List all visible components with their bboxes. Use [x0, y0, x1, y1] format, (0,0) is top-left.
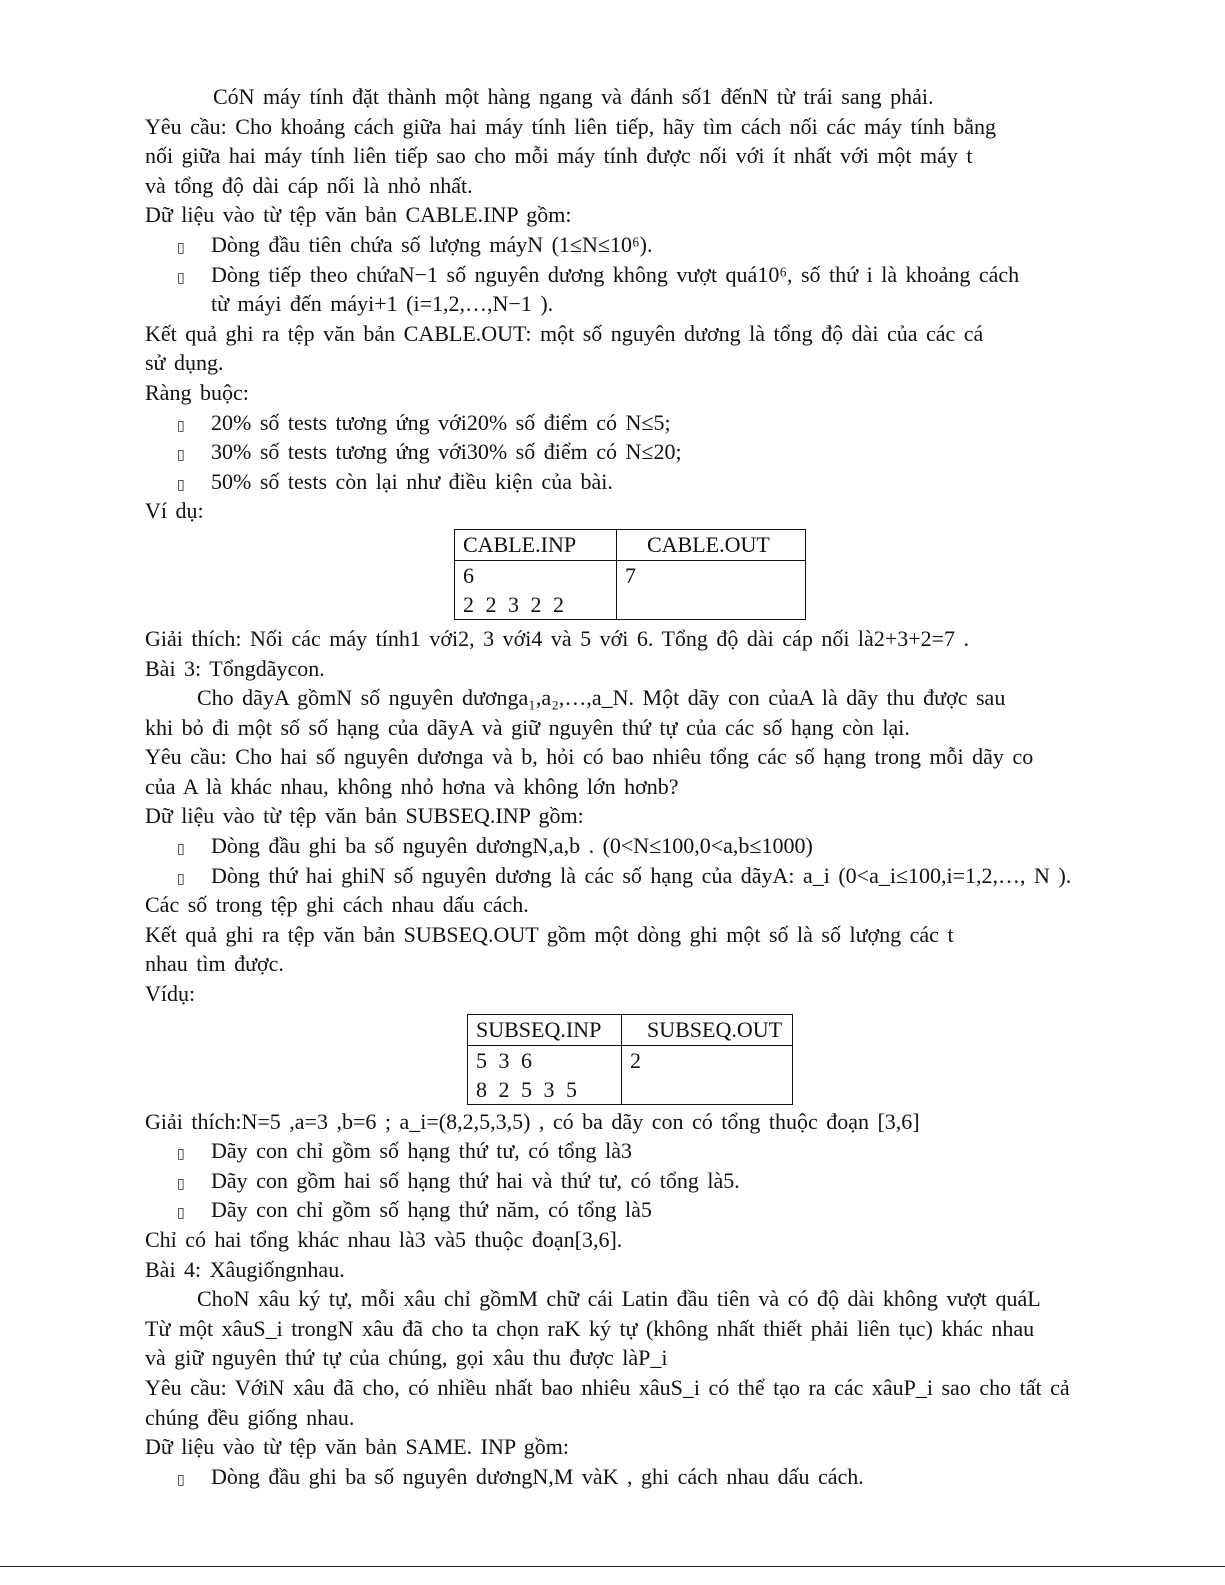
table-cell-output: [617, 560, 806, 619]
bullet-icon: ▯: [177, 841, 185, 858]
bullet-text: Dòng đầu ghi ba số nguyên dươngN,M vàK , ghi cách nhau dấu cách.: [211, 1463, 864, 1489]
bullet-icon: ▯: [177, 1175, 185, 1192]
example-heading: Ví dụ:: [145, 498, 204, 524]
page-bottom-rule: [0, 1566, 1225, 1567]
document-page: [145, 82, 1175, 1491]
bullet-icon: ▯: [177, 476, 185, 493]
bullet-icon: ▯: [177, 447, 185, 464]
bullet-continuation: từ máyi đến máyi+1 (i=1,2,…,N−1 ).: [211, 291, 554, 317]
problem-title: Bài 3: Tổngdãycon.: [145, 655, 325, 681]
bullet-text: 20% số tests tương ứng với20% số điểm có N≤5;: [211, 409, 671, 435]
problem-title: Bài 4: Xâugiốngnhau.: [145, 1256, 345, 1282]
bullet-item: [145, 1195, 1175, 1225]
cell-line: 2: [630, 1047, 641, 1073]
example-table-wrap: [145, 1009, 1175, 1107]
output-line: sử dụng.: [145, 350, 224, 376]
requirement-line: nối giữa hai máy tính liên tiếp sao cho mỗi máy tính được nối với ít nhất với một máy t: [145, 143, 973, 169]
paragraph-intro: CóN máy tính đặt thành một hàng ngang và đánh số1 đếnN từ trái sang phải.: [213, 84, 934, 109]
table-cell-input: [468, 1045, 622, 1104]
bullet-icon: ▯: [177, 1205, 185, 1222]
example-table-subseq: [467, 1014, 793, 1105]
explanation-line: Giải thích: Nối các máy tính1 với2, 3 với4 và 5 với 6. Tổng độ dài cáp nối là2+3+2=7 .: [145, 625, 970, 651]
paragraph-line: Các số trong tệp ghi cách nhau dấu cách.: [145, 892, 529, 918]
cell-line: 2 2 3 2 2: [463, 591, 564, 617]
output-line: Kết quả ghi ra tệp văn bản SUBSEQ.OUT gồm một dòng ghi một số là số lượng các t: [145, 921, 954, 947]
explanation-line: Giải thích:N=5 ,a=3 ,b=6 ; a_i=(8,2,5,3,5) , có ba dãy con có tổng thuộc đoạn [3,6]: [145, 1108, 920, 1134]
cell-line: 7: [625, 562, 636, 588]
table-cell-output: [622, 1045, 793, 1104]
bullet-icon: ▯: [177, 269, 185, 286]
requirement-line: Yêu cầu: Cho khoảng cách giữa hai máy tính liên tiếp, hãy tìm cách nối các máy tính bằng: [145, 113, 996, 139]
bullet-item: [145, 408, 1175, 438]
paragraph-line: và giữ nguyên thứ tự của chúng, gọi xâu thu được làP_i: [145, 1345, 668, 1371]
requirement-line: Yêu cầu: VớiN xâu đã cho, có nhiều nhất bao nhiêu xâuS_i có thể tạo ra các xâuP_i sao cho tất cả: [145, 1374, 1070, 1400]
table-cell-input: [455, 560, 617, 619]
requirement-line: chúng đều giống nhau.: [145, 1404, 355, 1430]
requirement-line: và tổng độ dài cáp nối là nhỏ nhất.: [145, 172, 473, 198]
requirement-line: của A là khác nhau, không nhỏ hơna và không lớn hơnb?: [145, 773, 679, 799]
output-line: nhau tìm được.: [145, 951, 284, 977]
paragraph-line: Từ một xâuS_i trongN xâu đã cho ta chọn raK ký tự (không nhất thiết phải liên tục) khác nhau: [145, 1315, 1035, 1341]
bullet-icon: ▯: [177, 870, 185, 887]
bullet-item: [145, 230, 1175, 260]
bullet-icon: ▯: [177, 239, 185, 256]
bullet-item: [145, 467, 1175, 497]
example-heading: Vídụ:: [145, 981, 196, 1007]
bullet-text: Dãy con chỉ gồm số hạng thứ tư, có tổng là3: [211, 1138, 633, 1164]
bullet-icon: ▯: [177, 1146, 185, 1163]
table-header: SUBSEQ.INP: [468, 1014, 622, 1045]
bullet-item: [145, 1462, 1175, 1492]
bullet-item: [145, 1166, 1175, 1196]
bullet-item: [145, 831, 1175, 861]
bullet-text: Dãy con chỉ gồm số hạng thứ năm, có tổng là5: [211, 1197, 652, 1223]
bullet-item: [145, 437, 1175, 467]
requirement-line: Yêu cầu: Cho hai số nguyên dươnga và b, hỏi có bao nhiêu tổng các số hạng trong mỗi dãy co: [145, 744, 1034, 770]
bullet-text: Dòng thứ hai ghiN số nguyên dương là các số hạng của dãyA: a_i (0<a_i≤100,i=1,2,…, N ).: [211, 862, 1072, 888]
bullet-text: 50% số tests còn lại như điều kiện của bài.: [211, 468, 613, 494]
constraints-heading: Ràng buộc:: [145, 379, 249, 405]
bullet-text: Dòng đầu ghi ba số nguyên dươngN,a,b . (0<N≤100,0<a,b≤1000): [211, 833, 813, 859]
input-heading: Dữ liệu vào từ tệp văn bản CABLE.INP gồm:: [145, 202, 572, 228]
paragraph-intro: ChoN xâu ký tự, mỗi xâu chỉ gồmM chữ cái Latin đầu tiên và có độ dài không vượt quáL: [197, 1286, 1041, 1312]
input-heading: Dữ liệu vào từ tệp văn bản SAME. INP gồm:: [145, 1434, 569, 1460]
cell-line: 5 3 6: [476, 1047, 532, 1073]
table-header: SUBSEQ.OUT: [622, 1014, 793, 1045]
bullet-text: Dòng đầu tiên chứa số lượng máyN (1≤N≤10⁶).: [211, 231, 653, 257]
input-heading: Dữ liệu vào từ tệp văn bản SUBSEQ.INP gồm:: [145, 803, 584, 829]
bullet-text: 30% số tests tương ứng với30% số điểm có N≤20;: [211, 439, 682, 465]
cell-line: 8 2 5 3 5: [476, 1076, 577, 1102]
bullet-icon: ▯: [177, 1471, 185, 1488]
paragraph-intro: Cho dãyA gồmN số nguyên dươnga₁,a₂,…,a_N. Một dãy con củaA là dãy thu được sau: [197, 685, 1006, 711]
paragraph-line: khi bỏ đi một số số hạng của dãyA và giữ nguyên thứ tự của các số hạng còn lại.: [145, 714, 910, 740]
example-table-wrap: [145, 526, 1175, 624]
bullet-icon: ▯: [177, 417, 185, 434]
bullet-item: [145, 861, 1175, 891]
paragraph-line: Chỉ có hai tổng khác nhau là3 và5 thuộc đoạn[3,6].: [145, 1227, 623, 1252]
cell-line: 6: [463, 562, 474, 588]
table-header: CABLE.OUT: [617, 529, 806, 560]
bullet-item: [145, 1136, 1175, 1166]
bullet-text: Dòng tiếp theo chứaN−1 số nguyên dương không vượt quá10⁶, số thứ i là khoảng cách: [211, 261, 1020, 287]
table-header: CABLE.INP: [455, 529, 617, 560]
bullet-text: Dãy con gồm hai số hạng thứ hai và thứ tư, có tổng là5.: [211, 1167, 740, 1193]
example-table-cable: [454, 529, 806, 620]
output-line: Kết quả ghi ra tệp văn bản CABLE.OUT: một số nguyên dương là tổng độ dài của các cá: [145, 320, 984, 346]
bullet-item: [145, 260, 1175, 290]
